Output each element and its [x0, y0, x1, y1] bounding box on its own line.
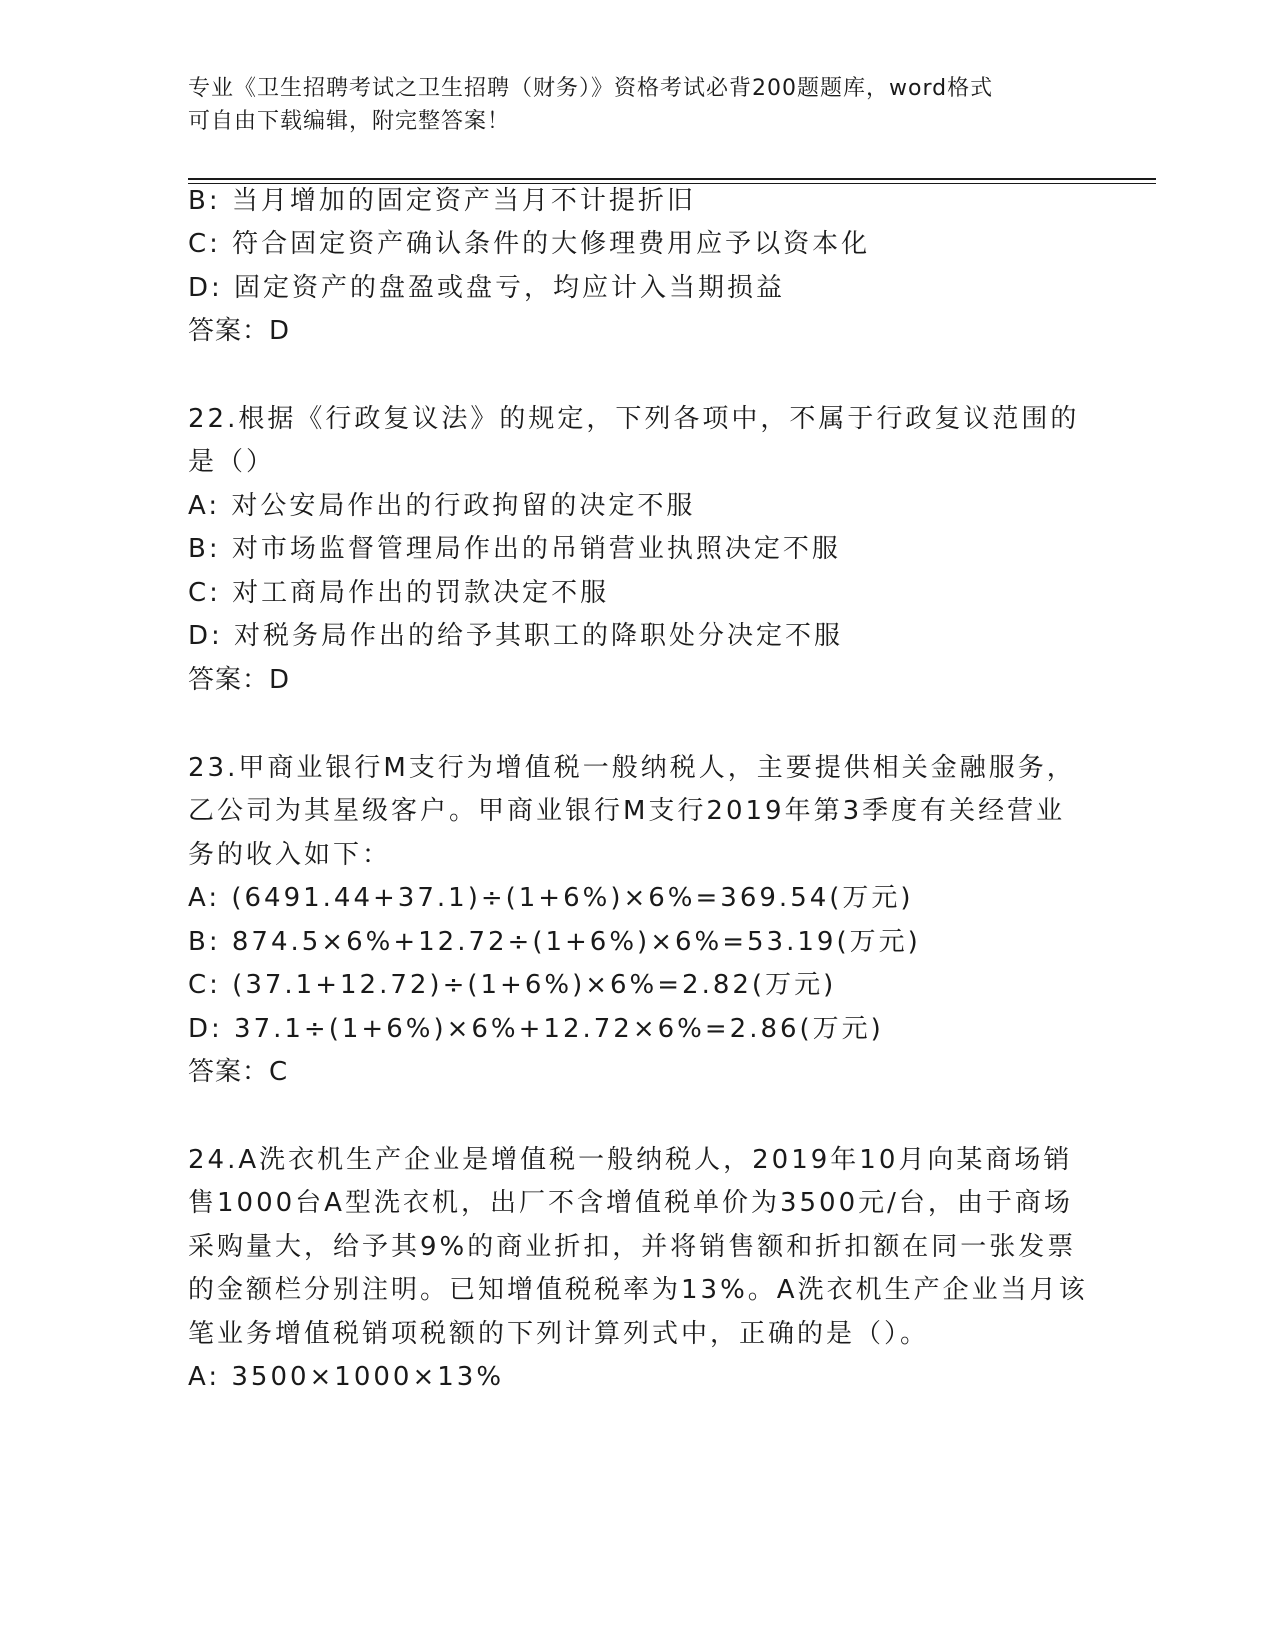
q23-option-a: A: (6491.44+37.1)÷(1+6%)×6%=369.54(万元): [188, 883, 914, 913]
q23-option-c: C: (37.1+12.72)÷(1+6%)×6%=2.82(万元): [188, 970, 837, 1000]
q22-option-a: A: 对公安局作出的行政拘留的决定不服: [188, 491, 696, 521]
q23-stem-line-2: 乙公司为其星级客户。甲商业银行M支行2019年第3季度有关经营业: [188, 796, 1066, 826]
q24-stem-line-5: 笔业务增值税销项税额的下列计算列式中，正确的是（）。: [188, 1319, 930, 1349]
q24-stem-line-2: 售1000台A型洗衣机，出厂不含增值税单价为3500元/台，由于商场: [188, 1188, 1073, 1218]
q21-answer: 答案：D: [188, 316, 291, 346]
q23-stem-line-1: 23.甲商业银行M支行为增值税一般纳税人，主要提供相关金融服务，: [188, 753, 1076, 783]
q22-option-b: B: 对市场监督管理局作出的吊销营业执照决定不服: [188, 534, 841, 564]
q22-stem-line-1: 22.根据《行政复议法》的规定，下列各项中，不属于行政复议范围的: [188, 404, 1080, 434]
q24-stem-line-4: 的金额栏分别注明。已知增值税税率为13%。A洗衣机生产企业当月该: [188, 1275, 1088, 1305]
q22-answer: 答案：D: [188, 665, 291, 695]
q21-option-c: C: 符合固定资产确认条件的大修理费用应予以资本化: [188, 229, 871, 259]
q22-option-d: D: 对税务局作出的给予其职工的降职处分决定不服: [188, 621, 844, 651]
q24-stem-line-3: 采购量大，给予其9%的商业折扣，并将销售额和折扣额在同一张发票: [188, 1232, 1077, 1262]
q23-stem-line-3: 务的收入如下：: [188, 840, 392, 870]
q23-answer: 答案：C: [188, 1057, 289, 1087]
header-title-line-1: 专业《卫生招聘考试之卫生招聘（财务）》资格考试必背200题题库，word格式: [188, 76, 994, 101]
q23-option-d: D: 37.1÷(1+6%)×6%+12.72×6%=2.86(万元): [188, 1014, 884, 1044]
q24-option-a: A: 3500×1000×13%: [188, 1362, 505, 1392]
header-rule-thick: [188, 178, 1156, 180]
q24-stem-line-1: 24.A洗衣机生产企业是增值税一般纳税人，2019年10月向某商场销: [188, 1145, 1073, 1175]
q21-option-d: D: 固定资产的盘盈或盘亏，均应计入当期损益: [188, 273, 786, 303]
header-title-line-2: 可自由下载编辑，附完整答案！: [188, 109, 511, 134]
q22-option-c: C: 对工商局作出的罚款决定不服: [188, 578, 610, 608]
q21-option-b: B: 当月增加的固定资产当月不计提折旧: [188, 186, 696, 216]
document-header: [188, 72, 1068, 138]
q23-option-b: B: 874.5×6%+12.72÷(1+6%)×6%=53.19(万元): [188, 927, 921, 957]
q22-stem-line-2: 是（）: [188, 447, 276, 477]
